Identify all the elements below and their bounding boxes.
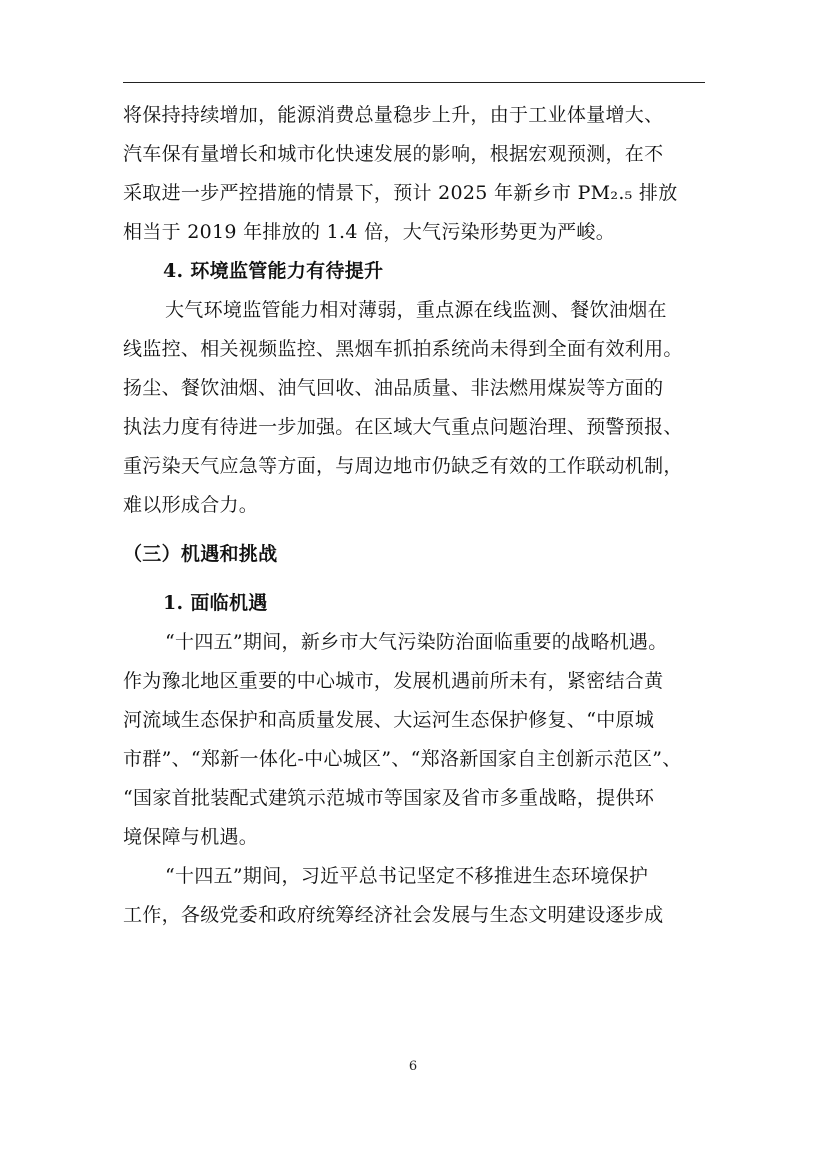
text-line: 扬尘、餐饮油烟、油气回收、油品质量、非法燃用煤炭等方面的 <box>123 377 664 399</box>
paragraph-regulatory-capacity <box>123 291 705 525</box>
text-line: 市群”、“郑新一体化-中心城区”、“郑洛新国家自主创新示范区”、 <box>123 748 682 770</box>
text-line: “十四五”期间，新乡市大气污染防治面临重要的战略机遇。 <box>165 631 668 653</box>
text-line: 大气环境监管能力相对薄弱，重点源在线监测、餐饮油烟在 <box>165 299 667 321</box>
text-line: 河流域生态保护和高质量发展、大运河生态保护修复、“中原城 <box>123 709 655 731</box>
section-heading-opportunities-challenges: （三）机遇和挑战 <box>123 543 278 565</box>
text-line: 线监控、相关视频监控、黑烟车抓拍系统尚未得到全面有效利用。 <box>123 338 683 360</box>
document-body <box>123 96 705 935</box>
paragraph-ecological-protection <box>123 857 705 935</box>
text-line: “国家首批装配式建筑示范城市等国家及省市多重战略，提供环 <box>123 787 655 809</box>
text-line: 将保持持续增加，能源消费总量稳步上升，由于工业体量增大、 <box>123 104 664 126</box>
heading-regulatory-capacity: 4. 环境监管能力有待提升 <box>163 260 384 282</box>
text-line: 作为豫北地区重要的中心城市，发展机遇前所未有，紧密结合黄 <box>123 670 664 692</box>
text-line: 工作，各级党委和政府统筹经济社会发展与生态文明建设逐步成 <box>123 904 664 926</box>
text-line: 难以形成合力。 <box>123 494 259 516</box>
paragraph-strategic-opportunities <box>123 623 705 857</box>
page-number: 6 <box>408 1059 418 1074</box>
text-line: 境保障与机遇。 <box>123 826 259 848</box>
text-line: “十四五”期间，习近平总书记坚定不移推进生态环境保护 <box>165 865 649 887</box>
text-line: 采取进一步严控措施的情景下，预计 2025 年新乡市 PM₂.₅ 排放 <box>123 182 678 204</box>
header-rule <box>123 82 705 83</box>
text-line: 相当于 2019 年排放的 1.4 倍，大气污染形势更为严峻。 <box>123 221 616 243</box>
heading-opportunities: 1. 面临机遇 <box>163 592 268 614</box>
paragraph-emission-forecast <box>123 96 705 252</box>
text-line: 重污染天气应急等方面，与周边地市仍缺乏有效的工作联动机制， <box>123 455 683 477</box>
text-line: 执法力度有待进一步加强。在区域大气重点问题治理、预警预报、 <box>123 416 683 438</box>
text-line: 汽车保有量增长和城市化快速发展的影响，根据宏观预测，在不 <box>123 143 664 165</box>
